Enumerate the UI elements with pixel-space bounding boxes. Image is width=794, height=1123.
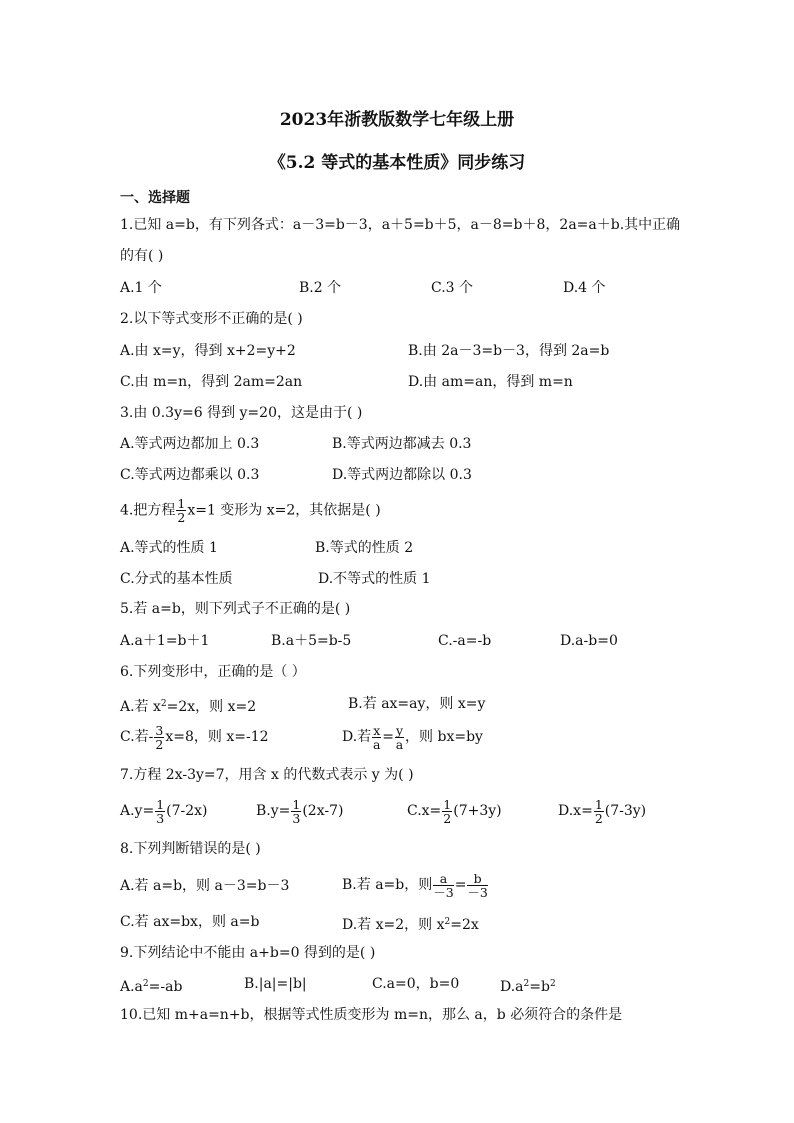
option-text: A.a xyxy=(120,979,143,995)
section-heading: 一、选择题 xyxy=(120,190,190,206)
option-text: C.若- xyxy=(120,729,154,745)
question-2-option-c: C.由 m=n，得到 2am=2an xyxy=(120,374,303,390)
fraction-numerator: 1 xyxy=(156,796,165,812)
question-4-prefix: 4.把方程 xyxy=(120,502,176,519)
question-3: 3.由 0.3y=6 得到 y=20，这是由于( ) xyxy=(120,405,363,421)
fraction xyxy=(442,798,452,825)
question-2-option-a: A.由 x=y，得到 x+2=y+2 xyxy=(120,343,296,359)
fraction-denominator: 2 xyxy=(177,510,186,525)
question-4-option-a: A.等式的性质 1 xyxy=(120,540,218,556)
fraction-numerator: 1 xyxy=(177,496,186,511)
question-1-option-d: D.4 个 xyxy=(563,280,606,296)
question-5: 5.若 a=b，则下列式子不正确的是( ) xyxy=(120,601,351,617)
question-8: 8.下列判断错误的是( ) xyxy=(120,841,261,857)
option-text: (7-2x) xyxy=(166,803,208,819)
fraction-numerator: y xyxy=(395,722,404,738)
option-text: D.a xyxy=(500,979,524,995)
fraction-denominator: 2 xyxy=(594,810,603,826)
question-9-option-d xyxy=(500,976,556,995)
exponent: 2 xyxy=(549,979,556,989)
question-8-option-d xyxy=(342,914,479,933)
question-3-option-d: D.等式两边都除以 0.3 xyxy=(332,467,472,483)
fraction-denominator: 2 xyxy=(155,736,164,752)
exponent: 2 xyxy=(523,979,530,989)
option-text: (2x-7) xyxy=(302,803,344,819)
question-3-option-b: B.等式两边都减去 0.3 xyxy=(332,436,472,452)
option-text: D.x= xyxy=(558,803,593,819)
question-6-option-c xyxy=(120,722,269,752)
fraction-denominator: 3 xyxy=(292,810,301,826)
question-7-option-c xyxy=(407,796,502,826)
option-text: B.y= xyxy=(256,803,291,819)
question-1-line-1: 1.已知 a=b，有下列各式：a－3=b－3，a＋5=b＋5，a－8=b＋8，2a=a＋b.其中正确 xyxy=(120,217,681,233)
option-text: (7+3y) xyxy=(453,803,502,819)
page-title: 2023年浙教版数学七年级上册 xyxy=(279,110,515,130)
question-8-option-a: A.若 a=b，则 a－3=b－3 xyxy=(120,878,290,894)
question-4-option-c: C.分式的基本性质 xyxy=(120,571,233,587)
question-7-option-a xyxy=(120,796,208,826)
question-6: 6.下列变形中，正确的是（ ） xyxy=(120,664,306,680)
question-9-option-c: C.a=0，b=0 xyxy=(372,976,460,992)
option-text: ，则 bx=by xyxy=(405,729,483,745)
question-6-option-d xyxy=(342,722,483,752)
fraction-denominator: 3 xyxy=(156,810,165,826)
option-text: A.y= xyxy=(120,803,155,819)
option-text: =-ab xyxy=(148,979,183,995)
fraction-numerator: 1 xyxy=(594,796,603,812)
question-5-option-b: B.a＋5=b-5 xyxy=(271,633,352,649)
question-4 xyxy=(120,497,381,524)
question-3-option-c: C.等式两边都乘以 0.3 xyxy=(120,467,260,483)
question-4-option-b: B.等式的性质 2 xyxy=(315,540,414,556)
fraction-denominator: －3 xyxy=(467,884,488,900)
exponent: 2 xyxy=(160,699,167,709)
fraction xyxy=(155,798,165,825)
question-6-option-a xyxy=(120,696,256,715)
option-text: D.若 xyxy=(342,729,372,745)
question-5-option-d: D.a-b=0 xyxy=(560,633,618,649)
question-4-option-d: D.不等式的性质 1 xyxy=(318,571,431,587)
fraction xyxy=(395,724,404,751)
option-text: C.x= xyxy=(407,803,442,819)
equals-sign: = xyxy=(382,729,394,745)
option-text: =b xyxy=(529,979,550,995)
fraction-denominator: a xyxy=(372,736,381,752)
fraction xyxy=(154,724,164,751)
question-7-option-b xyxy=(256,796,343,826)
fraction-numerator: 1 xyxy=(292,796,301,812)
fraction-numerator: a xyxy=(433,872,453,886)
exponent: 2 xyxy=(142,979,149,989)
fraction-numerator: 3 xyxy=(155,722,164,738)
option-text: =2x xyxy=(450,917,479,933)
option-text: (7-3y) xyxy=(604,803,647,819)
fraction-denominator: 2 xyxy=(443,810,452,826)
fraction xyxy=(372,724,381,751)
option-text: =2x，则 x=2 xyxy=(166,699,257,715)
fraction xyxy=(594,798,604,825)
question-1-option-b: B.2 个 xyxy=(299,280,342,296)
question-7: 7.方程 2x-3y=7，用含 x 的代数式表示 y 为( ) xyxy=(120,767,414,783)
fraction xyxy=(467,872,487,899)
question-1-option-c: C.3 个 xyxy=(431,280,474,296)
question-2: 2.以下等式变形不正确的是( ) xyxy=(120,311,303,327)
question-2-option-b: B.由 2a－3=b－3，得到 2a=b xyxy=(408,343,610,359)
question-5-option-c: C.-a=-b xyxy=(438,633,492,649)
fraction-numerator: 1 xyxy=(443,796,452,812)
equals-sign: = xyxy=(454,877,467,893)
question-6-option-b: B.若 ax=ay，则 x=y xyxy=(348,696,486,712)
fraction xyxy=(433,872,453,899)
question-1-option-a: A.1 个 xyxy=(120,280,162,296)
question-8-option-b xyxy=(342,870,489,900)
page-subtitle: 《5.2 等式的基本性质》同步练习 xyxy=(268,153,526,173)
fraction xyxy=(291,798,301,825)
question-9-option-b: B.|a|=|b| xyxy=(244,976,307,992)
question-10: 10.已知 m+a=n+b，根据等式性质变形为 m=n，那么 a，b 必须符合的条件是 xyxy=(120,1007,623,1023)
option-text: A.若 x xyxy=(120,699,161,715)
question-8-option-c: C.若 ax=bx，则 a=b xyxy=(120,914,260,930)
option-text: D.若 x=2，则 x xyxy=(342,917,445,933)
option-text: B.若 a=b，则 xyxy=(342,877,433,893)
fraction-numerator: b xyxy=(467,872,487,886)
question-5-option-a: A.a＋1=b＋1 xyxy=(120,633,210,649)
fraction xyxy=(176,497,186,524)
question-1-line-2: 的有( ) xyxy=(120,248,164,264)
question-2-option-d: D.由 am=an，得到 m=n xyxy=(408,374,573,390)
question-9-option-a xyxy=(120,976,182,995)
fraction-denominator: a xyxy=(395,736,404,752)
exponent: 2 xyxy=(444,917,451,927)
fraction-denominator: －3 xyxy=(433,884,454,900)
option-text: x=8，则 x=-12 xyxy=(165,729,269,745)
question-3-option-a: A.等式两边都加上 0.3 xyxy=(120,436,260,452)
question-7-option-d xyxy=(558,796,646,826)
fraction-numerator: x xyxy=(373,722,381,738)
question-4-suffix: x=1 变形为 x=2，其依据是( ) xyxy=(187,502,381,519)
question-9: 9.下列结论中不能由 a+b=0 得到的是( ) xyxy=(120,945,376,961)
